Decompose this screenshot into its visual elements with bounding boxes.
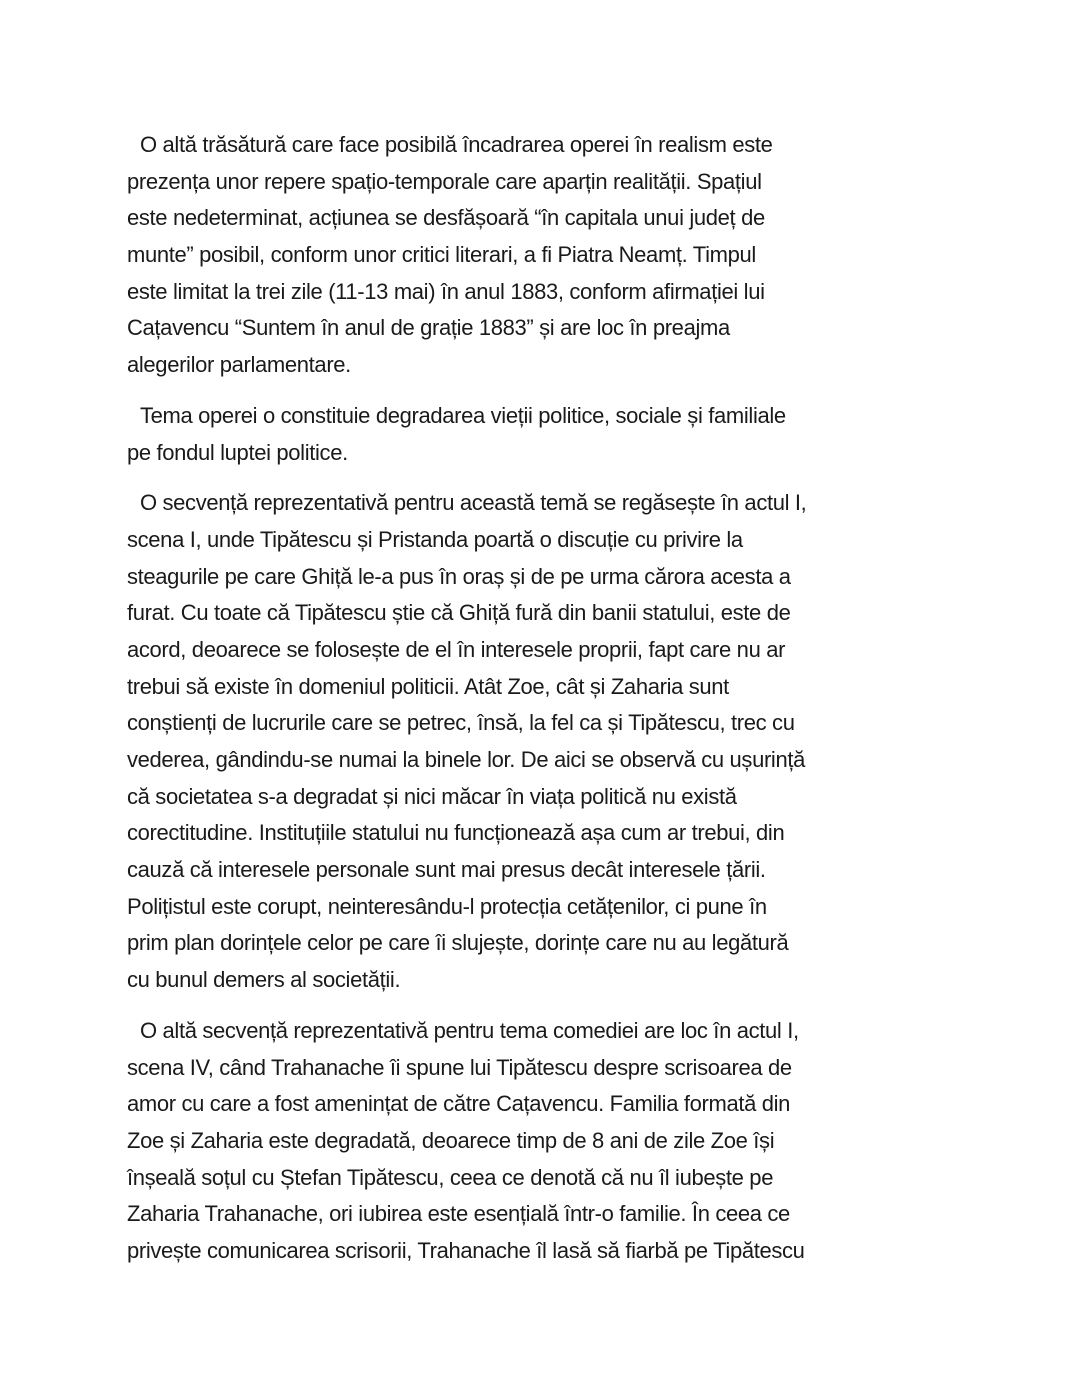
text-line: Tema operei o constituie degradarea vieții politice, sociale și familiale — [140, 402, 786, 428]
text-line: Cațavencu “Suntem în anul de grație 1883” și are loc în preajma — [127, 315, 730, 341]
text-line: corectitudine. Instituțiile statului nu funcționează așa cum ar trebui, din — [127, 820, 785, 846]
text-line: prezența unor repere spațio-temporale care aparțin realității. Spațiul — [127, 168, 762, 194]
text-line: prim plan dorințele celor pe care îi slujește, dorințe care nu au legătură — [127, 930, 789, 956]
text-line: este limitat la trei zile (11-13 mai) în anul 1883, conform afirmației lui — [127, 278, 765, 304]
document-page — [127, 127, 967, 1284]
text-line: Zoe și Zaharia este degradată, deoarece timp de 8 ani de zile Zoe își — [127, 1127, 775, 1153]
text-line: alegerilor parlamentare. — [127, 352, 351, 378]
text-line: amor cu care a fost amenințat de către Cațavencu. Familia formată din — [127, 1091, 791, 1117]
text-line: este nedeterminat, acțiunea se desfășoară “în capitala unui județ de — [127, 205, 765, 231]
text-line: privește comunicarea scrisorii, Trahanache îl lasă să fiarbă pe Tipătescu — [127, 1237, 805, 1263]
paragraph — [127, 398, 967, 471]
text-line: munte” posibil, conform unor critici literari, a fi Piatra Neamț. Timpul — [127, 242, 756, 268]
text-line: că societatea s-a degradat și nici măcar în viața politică nu există — [127, 783, 737, 809]
paragraph — [127, 127, 967, 384]
text-line: steagurile pe care Ghiță le-a pus în oraș și de pe urma cărora acesta a — [127, 563, 791, 589]
text-line: scena IV, când Trahanache îi spune lui Tipătescu despre scrisoarea de — [127, 1054, 792, 1080]
text-line: O altă trăsătură care face posibilă încadrarea operei în realism este — [140, 132, 773, 157]
text-line: cauză că interesele personale sunt mai presus decât interesele țării. — [127, 857, 766, 883]
text-line: acord, deoarece se folosește de el în interesele proprii, fapt care nu ar — [127, 636, 786, 662]
text-line: scena I, unde Tipătescu și Pristanda poartă o discuție cu privire la — [127, 526, 743, 552]
text-line: înșeală soțul cu Ștefan Tipătescu, ceea ce denotă că nu îl iubește pe — [127, 1164, 774, 1190]
text-line: Polițistul este corupt, neinteresându-l protecția cetățenilor, ci pune în — [127, 893, 767, 919]
text-line: pe fondul luptei politice. — [127, 439, 348, 465]
text-line: conștienți de lucrurile care se petrec, însă, la fel ca și Tipătescu, trec cu — [127, 710, 795, 736]
text-line: furat. Cu toate că Tipătescu știe că Ghiță fură din banii statului, este de — [127, 600, 791, 626]
text-line: O secvență reprezentativă pentru această temă se regăsește în actul I, — [140, 490, 807, 516]
paragraph — [127, 1013, 967, 1270]
text-line: cu bunul demers al societății. — [127, 967, 401, 993]
paragraph — [127, 485, 967, 999]
text-line: Zaharia Trahanache, ori iubirea este esențială într-o familie. În ceea ce — [127, 1201, 790, 1227]
text-line: trebui să existe în domeniul politicii. Atât Zoe, cât și Zaharia sunt — [127, 673, 729, 699]
text-line: O altă secvență reprezentativă pentru tema comediei are loc în actul I, — [140, 1017, 799, 1043]
text-line: vederea, gândindu-se numai la binele lor. De aici se observă cu ușurință — [127, 747, 805, 772]
